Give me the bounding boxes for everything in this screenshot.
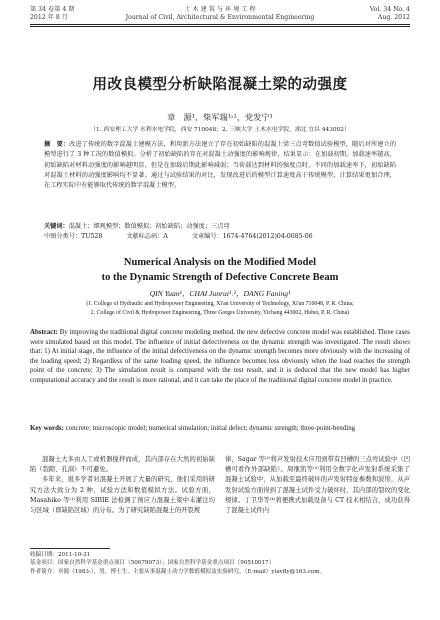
keywords-chinese xyxy=(44,222,396,231)
header-rule-bottom xyxy=(30,26,410,27)
received-date: 收稿日期：2011-10-31 xyxy=(30,552,91,558)
abstract-english xyxy=(30,328,410,385)
keywords-text-zh: 混凝土；细观模型；数值模拟；初始缺陷；动强度；三点弯 xyxy=(68,223,230,230)
abstract-chinese xyxy=(44,140,396,191)
abstract-text-zh: 改进了传统的数字混凝土建模方法，利用新方法建立了存在初始缺陷的混凝土梁三点弯数值试验模型，随后对所建立的模型进行了 3 种工况的数值模拟。分析了初始缺陷的存在对混凝土动强度的影响规律，结果显示：在加载初期，加载速率越高，初始缺陷对材料动强度的影响越明显，但是在加载后期此影响减弱；当荷载达到材料的强度点时，不同的加载速率下，初始缺陷对混凝土材料的动强度影响均不显著。通过与试验结果的对比，发现改进后的模型计算速度高于传统模型，计算结果更加合理，在工程实际中有能够取代传统的数字混凝土模型。 xyxy=(44,141,397,190)
document-code: 文献标志码：A xyxy=(126,233,168,240)
affiliation-english-line2: 2. College of Civil & Hydropower Engineering, Three Gorges University, Yichang 443002, Hubei, P. R. China) xyxy=(90,309,350,316)
title-english-line2: to the Dynamic Strength of Defective Concrete Beam xyxy=(101,272,339,283)
body-column-right xyxy=(225,455,410,516)
journal-name-zh: 土 木 建 筑 与 环 境 工 程 xyxy=(184,6,256,13)
abstract-label-en: Abstract: xyxy=(30,329,58,336)
volume-issue-en: Vol. 34 No. 4 xyxy=(369,6,410,13)
keywords-label-en: Key words: xyxy=(30,425,64,432)
abstract-label-zh: 摘 要： xyxy=(44,141,70,148)
header-rule-top xyxy=(30,24,410,25)
issue-info-en xyxy=(370,6,410,22)
keywords-english xyxy=(30,424,410,434)
affiliation-english-line1: (1. College of Hydraulic and Hydropower Engineering, Xi'an University of Technology, Xi'an 710048, P. R. China; xyxy=(86,301,354,307)
author-bio: 作者简介：章源（1983-），男，博士生，主要从事混凝土动力学数值模拟及实验研究，（E-mail）ylavfly@163.com。 xyxy=(30,568,326,575)
journal-name xyxy=(30,6,410,22)
body-column-left xyxy=(30,455,215,516)
article-number: 文章编号：1674-4764(2012)04-0085-06 xyxy=(191,233,313,240)
affiliation-chinese: （1. 西安理工大学 水利水电学院，西安 710048；2. 三峡大学 土木水电学院，湖北 宜昌 443002） xyxy=(90,127,350,133)
keywords-text-en: concrete; microscopic model; numerical simulation; initial defect; dynamic strength; three-point-bending xyxy=(65,425,356,432)
body-paragraph: 混凝土大多由人工或机器搅拌而成，其内部存在大然的初始缺陷（裂隙、孔洞）不可避免。 xyxy=(30,456,215,474)
keywords-label-zh: 关键词： xyxy=(44,223,69,230)
authors-english: QIN Yuan¹，CHAI Junrui¹˒²，DANG Faning¹ xyxy=(149,289,291,298)
clc-number: 中图分类号：TU528 xyxy=(44,233,103,240)
issue-date-en: Aug. 2012 xyxy=(377,14,410,21)
abstract-text-en: By improving the traditional digital concrete modeling method, the new defective concrete model was established. Three cases were simulated based on this model. The influence of initial defectiveness on the dynamic strength was investigated. The result shows that: 1) At initial stage, the influence of the initial defectiveness on the dynamic strength becomes more obviously with the increasing of the loading speed; 2) Regardless of the same loading speed, the influence becomes less obviously when the load reaches the strength point of the concrete; 3) The simulation result is compared with the test result, and it is deduced that the new model has higher computational accuracy and the result is more rational, and it can take the place of the traditional digital concrete model in practice. xyxy=(30,329,410,384)
title-english xyxy=(30,255,410,285)
title-chinese: 用改良模型分析缺陷混凝土梁的动强度 xyxy=(92,76,348,93)
footnote-rule xyxy=(30,548,110,549)
funding-info: 基金项目：国家自然科学基金重点项目（50679073）；国家自然科学基金重点项目（90510017） xyxy=(30,560,275,567)
body-paragraph: 多年来，很多学者对混凝土开展了大量的研究，他们采用的研究方法大致分为 2 种，试验方法和数值模拟方法。试验方面，Masahiko 等⁽¹⁾利用 SIBIE 法检测了预应力混凝土梁中未灌注均匀区域（即缺陷区域）的分布。为了研究缺陷混凝土的开裂规 xyxy=(30,476,215,515)
issue-date: 2012 年 8 月 xyxy=(30,14,68,21)
title-english-line1: Numerical Analysis on the Modified Model xyxy=(123,257,317,268)
authors-chinese: 章 源¹，柴军瑞¹˒²，党发宁¹ xyxy=(167,112,273,122)
footnotes xyxy=(30,551,410,576)
affiliation-english xyxy=(36,300,404,317)
volume-issue: 第 34 卷第 4 期 xyxy=(30,6,75,13)
body-paragraph: 律，Sagar 等⁽²⁾将声发射技术应用到带有凹槽的三点弯试验中（凹槽可看作外部缺陷）。周继凯等⁽³⁾利用全数字化声发射系统采集了混凝土试验中，从加载至最终破坏的声发射特征参数和波形，从声发射试验方面得到了混凝土试件受力破坏时，其内部的裂纹的变化规律。丁卫华等⁽⁴⁾将便携式加载设备与 CT 技术相结合，成功获得了混凝土试件内 xyxy=(225,456,410,515)
journal-name-en: Journal of Civil, Architectural & Environmental Engineering xyxy=(125,14,315,21)
classification-line xyxy=(44,232,396,241)
